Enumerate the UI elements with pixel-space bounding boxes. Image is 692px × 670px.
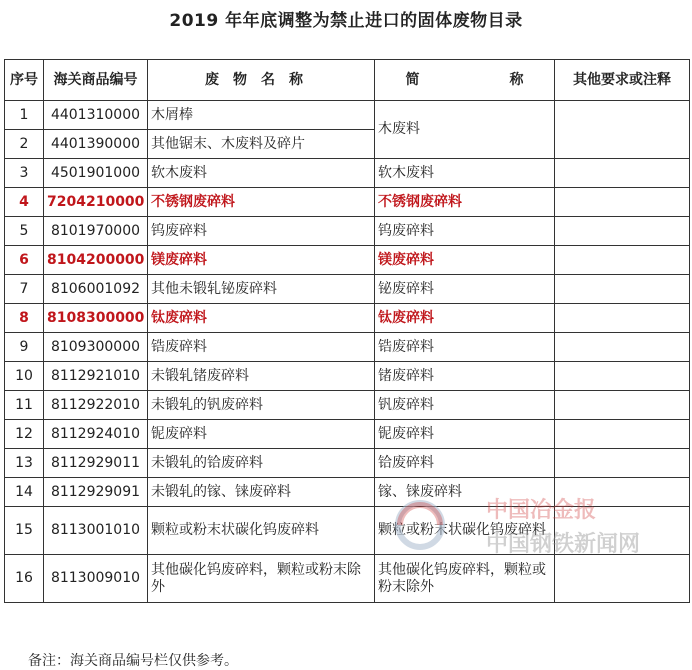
cell-code: 8112922010	[44, 391, 148, 420]
cell-no: 16	[5, 555, 44, 603]
cell-name: 镁废碎料	[148, 246, 375, 275]
cell-no: 15	[5, 507, 44, 555]
cell-other	[555, 101, 690, 159]
table-row	[5, 507, 690, 555]
table-row	[5, 333, 690, 362]
cell-other	[555, 159, 690, 188]
cell-abbr: 镓、铼废碎料	[375, 478, 555, 507]
cell-other	[555, 333, 690, 362]
table-row	[5, 304, 690, 333]
cell-no: 6	[5, 246, 44, 275]
cell-other	[555, 246, 690, 275]
header-abbr-second: 称	[509, 71, 524, 88]
table-row	[5, 362, 690, 391]
cell-other	[555, 188, 690, 217]
cell-code: 4401390000	[44, 130, 148, 159]
cell-name: 其他未锻轧铋废碎料	[148, 275, 375, 304]
table-row	[5, 391, 690, 420]
cell-no: 8	[5, 304, 44, 333]
cell-code: 8112921010	[44, 362, 148, 391]
cell-code: 4501901000	[44, 159, 148, 188]
footnote: 备注：海关商品编号栏仅供参考。	[28, 653, 238, 669]
header-name: 废物名称	[148, 60, 375, 101]
cell-code: 4401310000	[44, 101, 148, 130]
table-row	[5, 275, 690, 304]
cell-other	[555, 217, 690, 246]
cell-name: 未锻轧的钒废碎料	[148, 391, 375, 420]
page-title: 2019 年年底调整为禁止进口的固体废物目录	[169, 11, 523, 31]
cell-abbr: 钨废碎料	[375, 217, 555, 246]
cell-name: 未锻轧的镓、铼废碎料	[148, 478, 375, 507]
cell-name: 锆废碎料	[148, 333, 375, 362]
cell-abbr: 镁废碎料	[375, 246, 555, 275]
cell-code: 8112924010	[44, 420, 148, 449]
cell-code: 8104200000	[44, 246, 148, 275]
table-row	[5, 101, 690, 130]
cell-other	[555, 420, 690, 449]
table-row	[5, 449, 690, 478]
cell-code: 8113001010	[44, 507, 148, 555]
table-row	[5, 246, 690, 275]
cell-name: 未锻轧锗废碎料	[148, 362, 375, 391]
table-row	[5, 555, 690, 603]
cell-code: 8109300000	[44, 333, 148, 362]
cell-abbr: 铋废碎料	[375, 275, 555, 304]
header-code: 海关商品编号	[44, 60, 148, 101]
cell-abbr: 钒废碎料	[375, 391, 555, 420]
cell-code: 8112929011	[44, 449, 148, 478]
cell-name: 其他碳化钨废碎料，颗粒或粉末除外	[148, 555, 375, 603]
cell-abbr: 不锈钢废碎料	[375, 188, 555, 217]
cell-code: 8108300000	[44, 304, 148, 333]
cell-name: 未锻轧的铪废碎料	[148, 449, 375, 478]
cell-name: 木屑棒	[148, 101, 375, 130]
header-other: 其他要求或注释	[555, 60, 690, 101]
table-header-row	[5, 60, 690, 101]
cell-name: 颗粒或粉末状碳化钨废碎料	[148, 507, 375, 555]
header-abbr-first: 简	[405, 71, 420, 88]
cell-no: 3	[5, 159, 44, 188]
cell-name: 不锈钢废碎料	[148, 188, 375, 217]
waste-catalog-table	[4, 59, 690, 603]
watermark-text-2: 中国钢铁新闻网	[486, 532, 641, 557]
table-row	[5, 478, 690, 507]
cell-code: 8112929091	[44, 478, 148, 507]
cell-no: 13	[5, 449, 44, 478]
cell-no: 12	[5, 420, 44, 449]
cell-other	[555, 362, 690, 391]
cell-name: 钛废碎料	[148, 304, 375, 333]
cell-no: 14	[5, 478, 44, 507]
cell-no: 11	[5, 391, 44, 420]
cell-name: 钨废碎料	[148, 217, 375, 246]
cell-other	[555, 304, 690, 333]
cell-name: 铌废碎料	[148, 420, 375, 449]
cell-code: 8101970000	[44, 217, 148, 246]
cell-no: 10	[5, 362, 44, 391]
table-row	[5, 188, 690, 217]
cell-abbr: 木废料	[375, 101, 555, 159]
cell-no: 2	[5, 130, 44, 159]
table-row	[5, 217, 690, 246]
table-row	[5, 420, 690, 449]
table-row	[5, 159, 690, 188]
cell-other	[555, 449, 690, 478]
watermark-text-1: 中国冶金报	[486, 498, 597, 523]
cell-other	[555, 507, 690, 555]
cell-code: 8106001092	[44, 275, 148, 304]
cell-no: 4	[5, 188, 44, 217]
cell-other	[555, 478, 690, 507]
cell-code: 8113009010	[44, 555, 148, 603]
cell-other	[555, 555, 690, 603]
cell-name: 软木废料	[148, 159, 375, 188]
cell-abbr: 钛废碎料	[375, 304, 555, 333]
cell-no: 1	[5, 101, 44, 130]
cell-abbr: 软木废料	[375, 159, 555, 188]
cell-other	[555, 391, 690, 420]
cell-no: 9	[5, 333, 44, 362]
cell-abbr: 铪废碎料	[375, 449, 555, 478]
cell-abbr: 颗粒或粉末状碳化钨废碎料	[375, 507, 555, 555]
cell-abbr: 锆废碎料	[375, 333, 555, 362]
cell-abbr: 锗废碎料	[375, 362, 555, 391]
cell-code: 7204210000	[44, 188, 148, 217]
cell-other	[555, 275, 690, 304]
header-abbr	[375, 60, 555, 101]
cell-no: 7	[5, 275, 44, 304]
cell-abbr: 其他碳化钨废碎料，颗粒或粉末除外	[375, 555, 555, 603]
cell-no: 5	[5, 217, 44, 246]
header-no: 序号	[5, 60, 44, 101]
cell-name: 其他锯末、木废料及碎片	[148, 130, 375, 159]
cell-abbr: 铌废碎料	[375, 420, 555, 449]
